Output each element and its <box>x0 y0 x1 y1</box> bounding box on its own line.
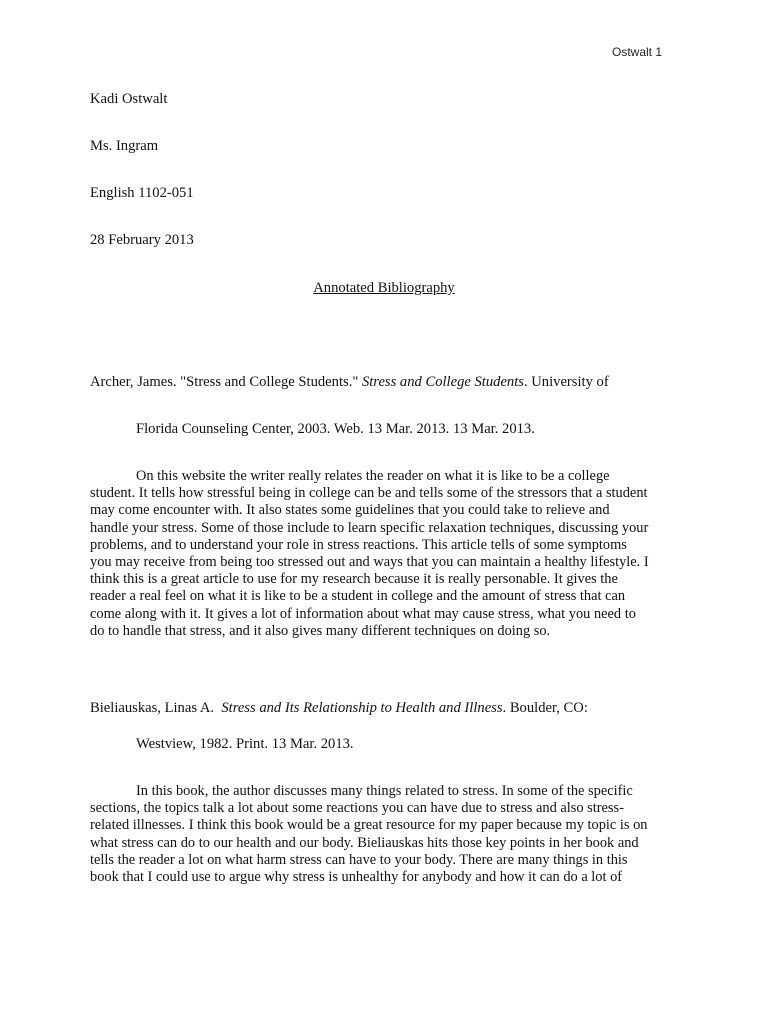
annotation-1 <box>90 468 686 640</box>
citation-2-rest: . Boulder, CO: <box>502 700 588 716</box>
citation-1 <box>90 374 609 391</box>
annotation-1-line: reader a real feel on what it is like to be a student in college and the amount of stress that can <box>90 588 626 605</box>
annotation-2 <box>90 783 686 886</box>
annotation-2-line: In this book, the author discusses many things related to stress. In some of the specific <box>136 783 633 799</box>
document-title <box>0 280 768 297</box>
citation-2 <box>90 700 588 717</box>
running-head: Ostwalt 1 <box>612 45 663 59</box>
annotation-2-line: book that I could use to argue why stress is unhealthy for anybody and how it can do a lot of <box>90 869 623 886</box>
student-name: Kadi Ostwalt <box>90 91 168 107</box>
citation-2-author: Bieliauskas, Linas A. <box>90 700 222 716</box>
instructor-name: Ms. Ingram <box>90 138 159 154</box>
course-name: English 1102-051 <box>90 185 194 201</box>
annotation-2-line: tells the reader a lot on what harm stress can have to your body. There are many things in this <box>90 851 628 868</box>
citation-1-continuation: Florida Counseling Center, 2003. Web. 13 Mar. 2013. 13 Mar. 2013. <box>136 421 535 437</box>
citation-1-title: Stress and College Students <box>361 374 524 390</box>
annotation-1-line: handle your stress. Some of those include to learn specific relaxation techniques, discussing your <box>90 519 649 536</box>
document-title-text: Annotated Bibliography <box>313 280 455 296</box>
citation-2-continuation: Westview, 1982. Print. 13 Mar. 2013. <box>136 736 354 752</box>
document-date: 28 February 2013 <box>90 232 194 248</box>
annotation-1-line: think this is a great article to use for my research because it is really personable. It gives the <box>90 571 618 588</box>
annotation-1-line: may come encounter with. It also states some guidelines that you could take to relieve and <box>90 502 610 519</box>
annotation-2-line: related illnesses. I think this book would be a great resource for my paper because my topic is on <box>90 817 648 834</box>
annotation-2-line: what stress can do to our health and our body. Bieliauskas hits those key points in her book and <box>90 834 639 851</box>
annotation-1-line: student. It tells how stressful being in college can be and tells some of the stressors that a student <box>90 485 648 502</box>
citation-2-title: Stress and Its Relationship to Health and Illness <box>221 700 503 716</box>
annotation-1-line: problems, and to understand your role in stress reactions. This article tells of some symptoms <box>90 536 627 553</box>
citation-1-author: Archer, James. "Stress and College Students." <box>90 374 362 390</box>
citation-1-rest: . University of <box>523 374 609 390</box>
annotation-1-line: do to handle that stress, and it also gives many different techniques on doing so. <box>90 622 551 639</box>
annotation-2-line: sections, the topics talk a lot about some reactions you can have due to stress and also stress- <box>90 800 624 817</box>
annotation-1-line: come along with it. It gives a lot of information about what may cause stress, what you need to <box>90 605 636 622</box>
annotation-1-line: On this website the writer really relates the reader on what it is like to be a college <box>136 468 610 484</box>
annotation-1-line: you may receive from being too stressed out and ways that you can maintain a healthy lifestyle. I <box>90 554 649 571</box>
